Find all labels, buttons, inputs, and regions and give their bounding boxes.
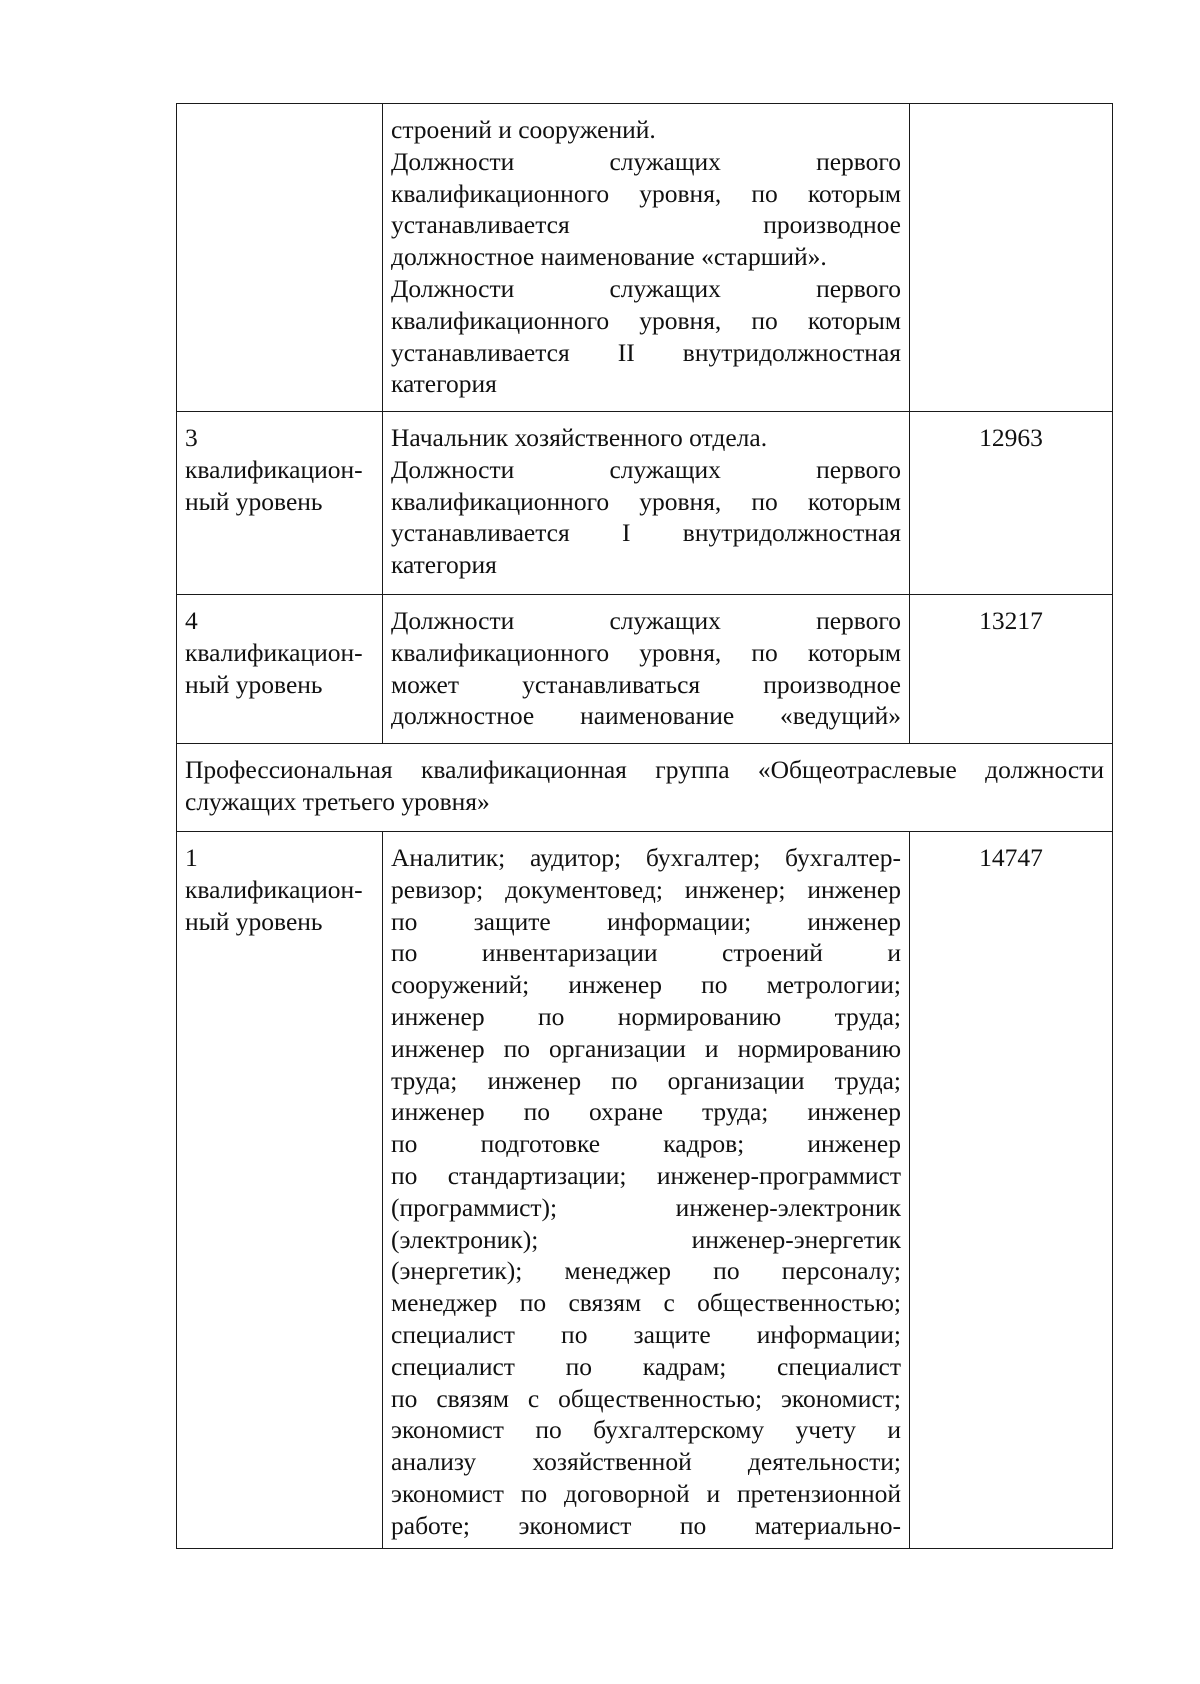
salary-cell — [910, 412, 1113, 595]
positions-line: Начальник хозяйственного отдела. — [391, 423, 768, 452]
positions-line: специалист по кадрам; специалист — [391, 1351, 901, 1381]
positions-line: (энергетик); менеджер по персоналу; — [391, 1256, 901, 1286]
positions-line: квалификационного уровня, по которым — [391, 305, 901, 335]
salary-cell — [910, 832, 1113, 1549]
positions-line: инженер по организации и нормированию — [391, 1033, 901, 1063]
positions-line: инженер по охране труда; инженер — [391, 1097, 901, 1127]
positions-line: по связям с общественностью; экономист; — [391, 1383, 901, 1413]
positions-line: ревизор; документовед; инженер; инженер — [391, 874, 901, 904]
positions-line: категория — [391, 369, 497, 399]
salary-value: 13217 — [979, 606, 1043, 635]
positions-line: строений и сооружений. — [391, 115, 656, 144]
level-cell — [177, 832, 383, 1549]
table-row — [177, 832, 1113, 1549]
positions-cell — [383, 412, 910, 595]
positions-line: анализу хозяйственной деятельности; — [391, 1447, 901, 1477]
positions-line: Должности служащих первого — [391, 273, 901, 303]
table-row — [177, 595, 1113, 744]
positions-line: менеджер по связям с общественностью; — [391, 1288, 901, 1318]
level-cell — [177, 595, 383, 744]
positions-line: квалификационного уровня, по которым — [391, 178, 901, 208]
positions-line: экономист по договорной и претензионной — [391, 1478, 901, 1508]
positions-line: должностное наименование «старший». — [391, 242, 827, 272]
positions-line: по инвентаризации строений и — [391, 938, 901, 968]
positions-line: (электроник); инженер-энергетик — [391, 1224, 901, 1254]
table-row — [177, 104, 1113, 412]
positions-line: квалификационного уровня, по которым — [391, 637, 901, 667]
salary-table — [176, 103, 1113, 1549]
positions-line: специалист по защите информации; — [391, 1319, 901, 1349]
table-row — [177, 412, 1113, 595]
positions-cell — [383, 832, 910, 1549]
positions-line: Должности служащих первого — [391, 606, 901, 635]
positions-line: устанавливается производное — [391, 210, 901, 240]
positions-line: должностное наименование «ведущий» — [391, 701, 901, 731]
positions-line: устанавливается II внутридолжностная — [391, 337, 901, 367]
positions-line: категория — [391, 550, 497, 580]
level-cell — [177, 104, 383, 412]
positions-cell — [383, 595, 910, 744]
positions-line: Должности служащих первого — [391, 454, 901, 484]
positions-line: устанавливается I внутридолжностная — [391, 518, 901, 548]
level-cell — [177, 412, 383, 595]
positions-line: квалификационного уровня, по которым — [391, 486, 901, 516]
positions-line: по защите информации; инженер — [391, 906, 901, 936]
salary-value: 12963 — [979, 423, 1043, 452]
level-label: 4 квалификацион- ный уровень — [185, 606, 363, 699]
positions-line: сооружений; инженер по метрологии; — [391, 970, 901, 1000]
positions-line: Аналитик; аудитор; бухгалтер; бухгалтер- — [391, 843, 901, 872]
positions-line: (программист); инженер-электроник — [391, 1192, 901, 1222]
group-header-cell — [177, 744, 1113, 832]
positions-line: экономист по бухгалтерскому учету и — [391, 1415, 901, 1445]
salary-value: 14747 — [979, 843, 1043, 872]
positions-cell — [383, 104, 910, 412]
positions-line: труда; инженер по организации труда; — [391, 1065, 901, 1095]
group-header-text: Профессиональная квалификационная группа «Общеотраслевые должности служащих третьего уровня» — [185, 755, 1104, 816]
group-header-row — [177, 744, 1113, 832]
positions-line: по стандартизации; инженер-программист — [391, 1160, 901, 1190]
level-label: 1 квалификацион- ный уровень — [185, 843, 363, 936]
salary-cell — [910, 595, 1113, 744]
positions-line: может устанавливаться производное — [391, 669, 901, 699]
salary-cell — [910, 104, 1113, 412]
positions-line: по подготовке кадров; инженер — [391, 1129, 901, 1159]
level-label: 3 квалификацион- ный уровень — [185, 423, 363, 516]
positions-line: Должности служащих первого — [391, 146, 901, 176]
positions-line: работе; экономист по материально- — [391, 1510, 901, 1540]
positions-line: инженер по нормированию труда; — [391, 1001, 901, 1031]
